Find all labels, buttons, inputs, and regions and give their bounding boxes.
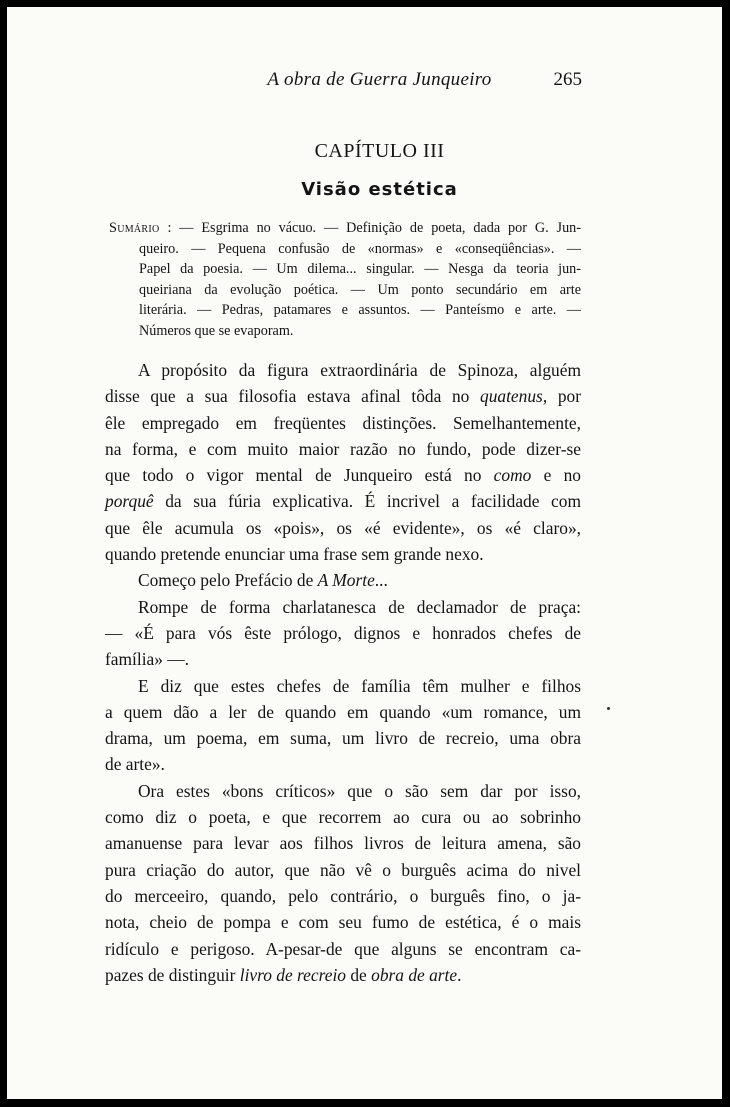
paragraph-4-line-4: de arte».: [105, 754, 165, 775]
running-header-title: A obra de Guerra Junqueiro: [267, 69, 492, 90]
italic-title-a-morte: A Morte: [317, 570, 375, 591]
paragraph-2-line-1: Começo pelo Prefácio de A Morte...: [138, 570, 388, 591]
summary-line-5: literária. — Pedras, patamares e assuntos. — Panteísmo e arte. —: [139, 302, 581, 319]
summary-line-3: Papel da poesia. — Um dilema... singular. — Nesga da teoria jun-: [139, 261, 581, 278]
paragraph-3-line-2: — «É para vós êste prólogo, dignos e honrados chefes de: [105, 622, 581, 643]
paragraph-5-line-8: pazes de distinguir livro de recreio de obra de arte.: [105, 964, 462, 985]
summary-line-2: queiro. — Pequena confusão de «normas» e «conseqüências». —: [139, 240, 581, 257]
paragraph-4-line-3: drama, um poema, em suma, um livro de recreio, uma obra: [105, 728, 581, 749]
paragraph-1-line-1: A propósito da figura extraordinária de Spinoza, alguém: [138, 360, 581, 380]
paragraph-3-line-1: Rompe de forma charlatanesca de declamador de praça:: [138, 596, 581, 617]
paragraph-5-line-6: nota, cheio de pompa e com seu fumo de estética, é o mais: [105, 912, 581, 933]
paragraph-1-line-6: porquê da sua fúria explicativa. É incrivel a facilidade com: [105, 491, 581, 512]
summary-line-1: : — Esgrima no vácuo. — Definição de poeta, dada por G. Jun-: [159, 220, 581, 236]
paragraph-1-line-5: que todo o vigor mental de Junqueiro está no como e no: [105, 465, 582, 486]
paragraph-4-line-2: a quem dão a ler de quando em quando «um romance, um: [105, 701, 581, 722]
summary-line: [105, 218, 581, 239]
italic-term-porque: porquê: [105, 491, 154, 512]
paragraph-5-line-3: amanuense para levar aos filhos livros de leitura amena, são: [105, 833, 581, 854]
paragraph-5-line-1: Ora estes «bons críticos» que o são sem dar por isso,: [138, 780, 581, 801]
chapter-summary: [105, 218, 581, 342]
body-text: [105, 357, 581, 988]
summary-line-6: Números que se evaporam.: [139, 322, 294, 339]
italic-term-obra-de-arte: obra de arte: [371, 964, 458, 985]
paragraph-5-line-7: ridículo e perigoso. A-pesar-de que alguns se encontram ca-: [105, 938, 581, 959]
page-number: 265: [553, 69, 582, 90]
chapter-heading: CAPÍTULO III: [314, 140, 445, 162]
ink-speck: [607, 707, 610, 710]
summary-line-4: queiriana da evolução poética. — Um ponto secundário em arte: [139, 281, 581, 298]
paragraph-1-line-7: que êle acumula os «pois», os «é evidente», os «é claro»,: [105, 517, 581, 538]
paragraph-5-line-5: do merceeiro, quando, pelo contrário, o burguês fino, o ja-: [105, 885, 581, 906]
paragraph-1-line-8: quando pretende enunciar uma frase sem grande nexo.: [105, 544, 484, 565]
book-page: [7, 7, 722, 1099]
paragraph-5-line-2: como diz o poeta, e que recorrem ao cura ou ao sobrinho: [105, 807, 581, 828]
paragraph-1-line-3: êle empregado em freqüentes distinções. Semelhantemente,: [105, 412, 581, 433]
paragraph-3-line-3: família» —.: [105, 649, 190, 670]
paragraph-1-line-4: na forma, e com muito maior razão no fundo, pode dizer-se: [105, 438, 581, 459]
paragraph-4-line-1: E diz que estes chefes de família têm mulher e filhos: [138, 675, 581, 696]
italic-term-como: como: [493, 465, 532, 486]
paragraph-5-line-4: pura criação do autor, que não vê o burguês acima do nivel: [105, 859, 581, 880]
summary-label: Sumário: [109, 220, 160, 236]
italic-term-quatenus: quatenus: [480, 386, 543, 407]
italic-term-livro-de-recreio: livro de recreio: [239, 964, 346, 985]
paragraph-1-line-2: disse que a sua filosofia estava afinal tôda no quatenus, por: [105, 386, 581, 407]
chapter-title: Visão estética: [301, 179, 458, 200]
